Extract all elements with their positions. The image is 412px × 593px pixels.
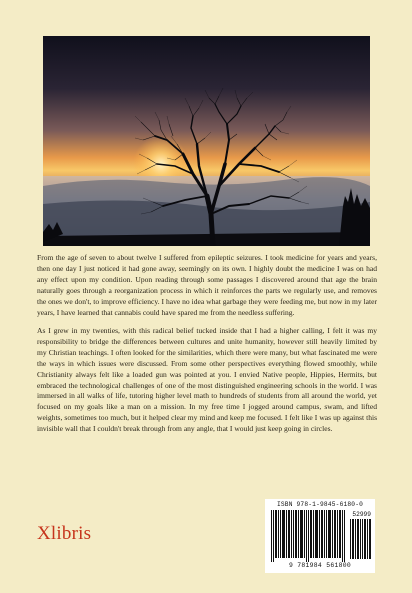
publisher-logo: Xlibris [37,523,92,544]
back-cover-paragraph-2: As I grew in my twenties, with this radical belief tucked inside that I had a higher calling, I felt it was my responsibility to bridge the differences between cultures and unite humanity, however still heavily limited by my Christian teachings. I often looked for the similarities, which there were many, but what fascinated me were the ways in which issues were discussed. From some other perspectives everything flowed smoothly, while Christianity always felt like a loaded gun was pointed at you. I envied Native people, Hippies, Hermits, but embraced the technological challenges of one of the most distinguished engineering schools in the world. I was immersed in all walks of life, tutoring higher level math to hundreds of students from all around the world, yet focused on my goals like a man on a mission. In my free time I jogged around campus, swam, and lifted weights, sometimes too much, but it helped clear my mind and keep me focused. I felt like I was up against this invisible wall that I couldn't break through from any angle, that I would just keep going in circles. [37,326,377,434]
price-barcode-bars [349,519,373,559]
ean-barcode-bars [269,510,347,562]
cover-photo-sunset-tree [43,36,370,246]
price-code: 52999 [352,511,371,518]
barcode-number: 9 781984 561800 [288,562,352,569]
isbn-barcode [265,499,375,573]
back-cover-paragraph-1: From the age of seven to about twelve I suffered from epileptic seizures. I took medicine for years and years, then one day I just noticed it had gone away, seemingly on its own. I highly doubt the medicine I was on had any effect upon my condition. Upon reading through some passages I discovered around that age the brain naturally goes through a reorganization process in which it reinforces the parts we regularly use, and removes the ones we don't, to improve efficiency. I have no idea what garbage they were feeding me, but now in my later years, I have learned that cannabis could have spared me from the needless suffering. [37,253,377,317]
isbn-label: ISBN 978-1-9845-6180-0 [276,501,364,508]
